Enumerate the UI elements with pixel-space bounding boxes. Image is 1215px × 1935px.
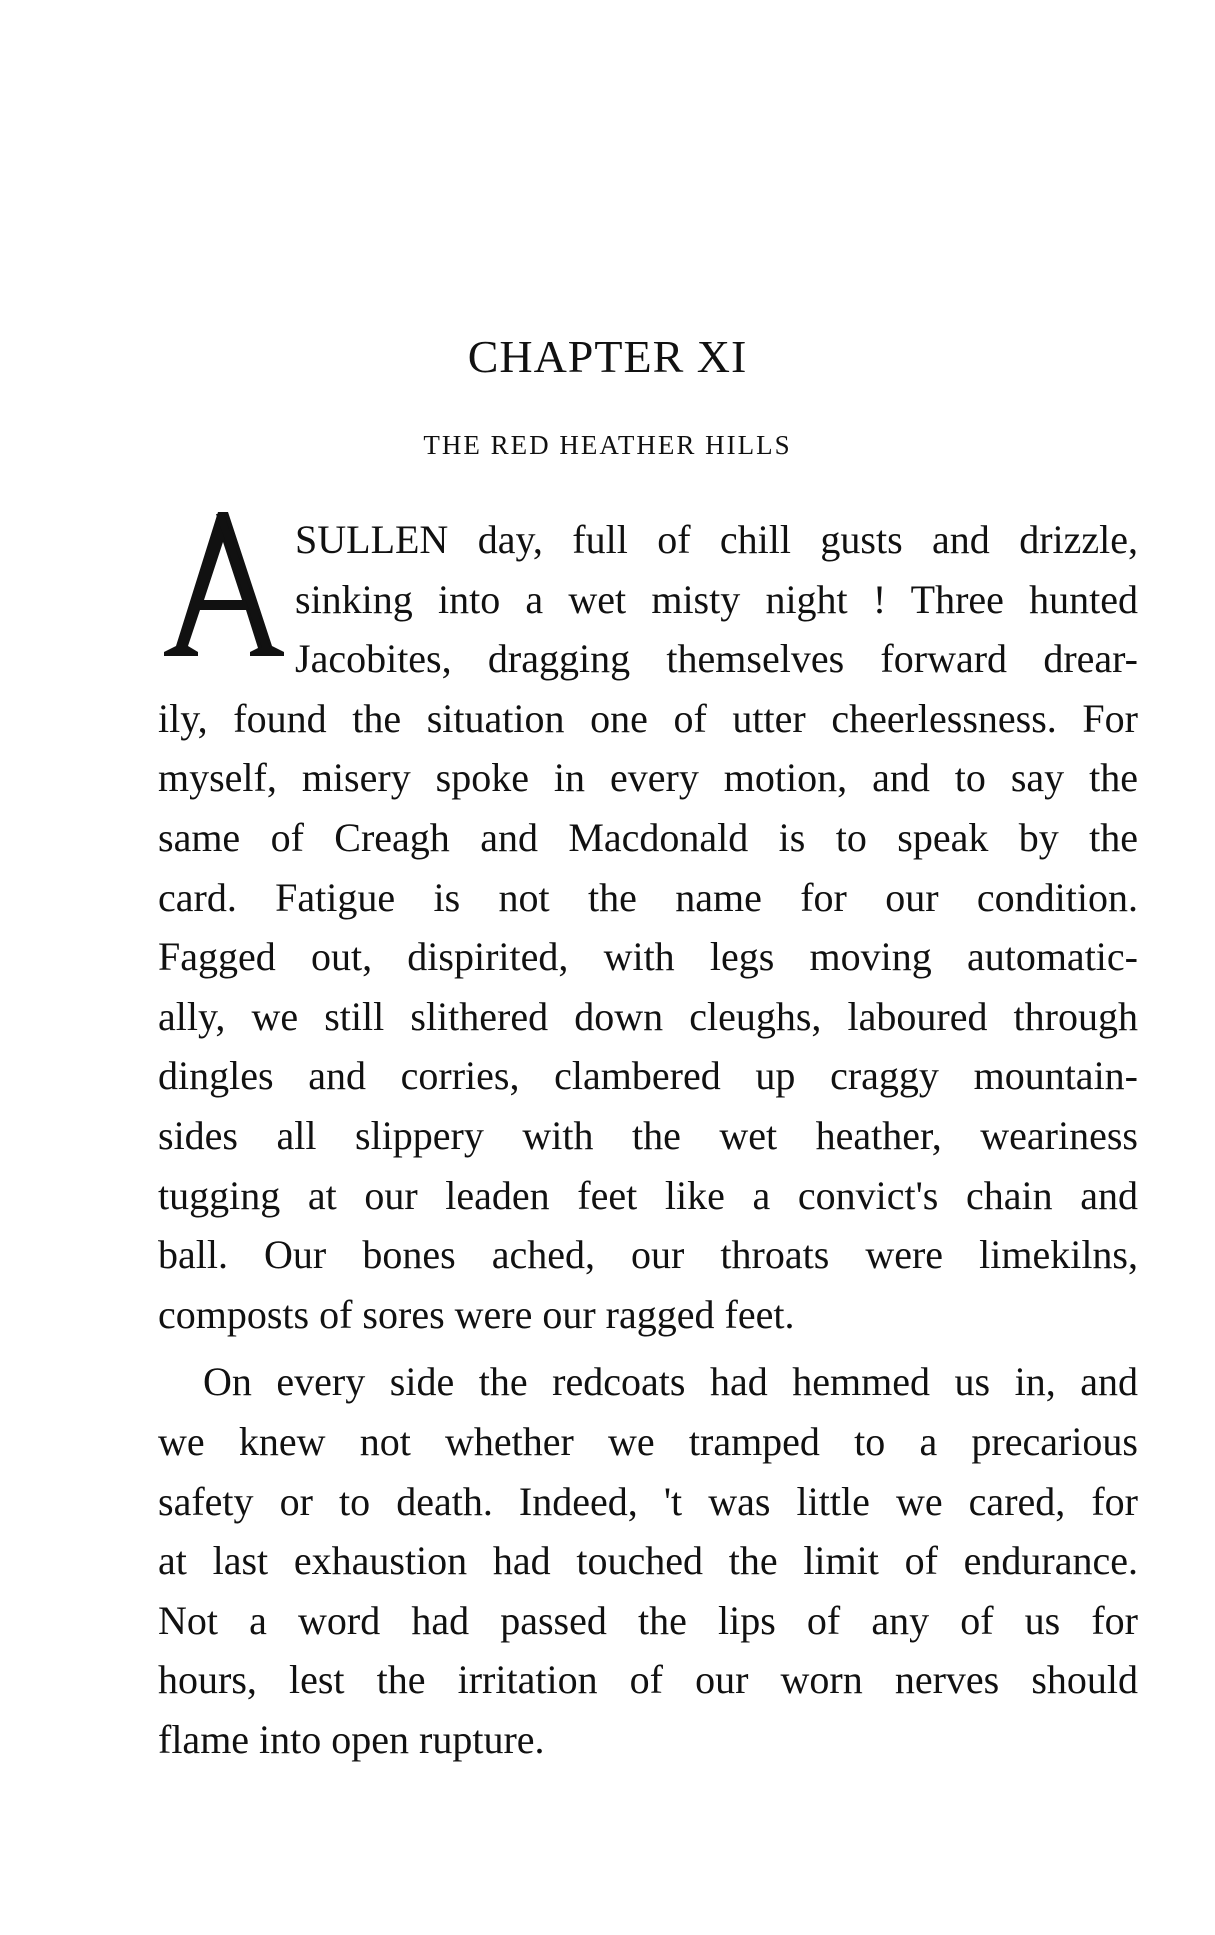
text-line: same of Creagh and Macdonald is to speak by the [158,814,1138,860]
chapter-body [158,510,1138,1769]
text-line: we knew not whether we tramped to a precarious [158,1418,1138,1464]
text-line: at last exhaustion had touched the limit of endurance. [158,1538,1138,1584]
text-line: ily, found the situation one of utter cheerlessness. For [158,695,1138,741]
text-line: Not a word had passed the lips of any of us for [158,1597,1138,1643]
chapter-heading: CHAPTER XI [467,331,748,382]
text-line: composts of sores were our ragged feet. [158,1291,795,1337]
text-line: safety or to death. Indeed, 't was little we cared, for [158,1478,1138,1524]
text-line: ball. Our bones ached, our throats were limekilns, [158,1232,1138,1278]
text-line: card. Fatigue is not the name for our condition. [158,874,1138,920]
chapter-subtitle: THE RED HEATHER HILLS [423,430,792,460]
text-line: flame into open rupture. [158,1716,545,1762]
text-line: sinking into a wet misty night ! Three hunted [295,576,1138,622]
text-line: SULLEN day, full of chill gusts and drizzle, [295,517,1138,562]
text-line: sides all slippery with the wet heather, weariness [158,1112,1138,1158]
text-line: hours, lest the irritation of our worn nerves should [158,1657,1138,1703]
text-line: myself, misery spoke in every motion, and to say the [158,755,1138,801]
text-line: ally, we still slithered down cleughs, laboured through [158,993,1138,1039]
text-line: On every side the redcoats had hemmed us in, and [203,1359,1138,1405]
text-line: tugging at our leaden feet like a convict's chain and [158,1172,1138,1218]
text-line: dingles and corries, clambered up craggy mountain- [158,1053,1138,1099]
text-line: Fagged out, dispirited, with legs moving automatic- [158,934,1138,980]
text-line: Jacobites, dragging themselves forward drear- [295,636,1138,682]
